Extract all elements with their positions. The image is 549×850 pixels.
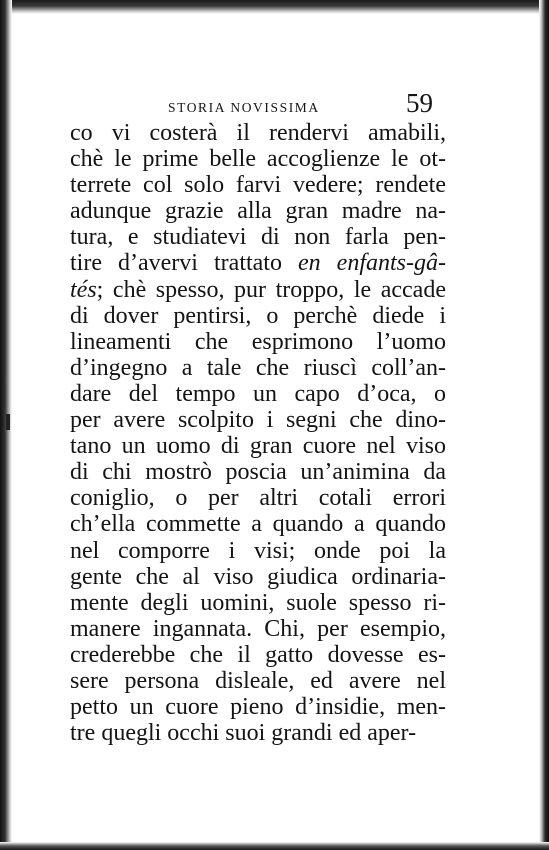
text-line xyxy=(70,120,446,146)
text-line xyxy=(70,407,446,433)
text-segment: di dover pentirsi, o perchè diede i xyxy=(70,302,446,329)
text-segment: manere ingannata. Chi, per esempio, xyxy=(70,615,446,642)
text-segment: tre quegli occhi suoi grandi ed aper- xyxy=(70,720,417,747)
text-segment: di chi mostrò poscia un’animina da xyxy=(70,459,446,486)
text-line xyxy=(70,616,446,642)
text-line xyxy=(70,355,446,381)
text-segment: tano un uomo di gran cuore nel viso xyxy=(70,433,446,460)
italic-text: tés xyxy=(70,276,97,303)
text-segment: per avere scolpito i segni che dino- xyxy=(70,407,446,434)
text-line xyxy=(70,172,446,198)
text-line xyxy=(70,694,446,720)
margin-mark xyxy=(6,414,10,430)
text-segment: terrete col solo farvi vedere; rendete xyxy=(70,172,446,199)
text-segment: coniglio, o per altri cotali errori xyxy=(70,485,446,512)
italic-text: en enfants-gâ- xyxy=(298,250,446,277)
text-line xyxy=(70,146,446,172)
text-segment: mente degli uomini, suole spesso ri- xyxy=(70,589,446,616)
text-line xyxy=(70,303,446,329)
text-line xyxy=(70,224,446,250)
text-line xyxy=(70,459,446,485)
text-segment: dare del tempo un capo d’oca, o xyxy=(70,380,446,407)
text-line xyxy=(70,485,446,511)
scan-border-bottom xyxy=(0,842,549,850)
text-line xyxy=(70,329,446,355)
text-line xyxy=(70,538,446,564)
text-segment: petto un cuore pieno d’insidie, men- xyxy=(70,694,446,721)
text-line xyxy=(70,564,446,590)
text-segment: d’ingegno a tale che riuscì coll’an- xyxy=(70,354,446,381)
scan-border-right xyxy=(539,0,549,850)
text-segment: ; chè spesso, pur troppo, le accade xyxy=(96,276,446,303)
text-line xyxy=(70,250,446,276)
text-line xyxy=(70,642,446,668)
text-segment: lineamenti che esprimono l’uomo xyxy=(70,328,446,355)
text-line xyxy=(70,668,446,694)
text-segment: gente che al viso giudica ordinaria- xyxy=(70,563,446,590)
text-line xyxy=(70,720,446,746)
text-segment: ch’ella commette a quando a quando xyxy=(70,511,446,538)
scan-border-top xyxy=(0,0,549,14)
text-segment: chè le prime belle accoglienze le ot- xyxy=(70,146,446,173)
text-segment: co vi costerà il rendervi amabili, xyxy=(70,120,446,146)
text-line xyxy=(70,590,446,616)
text-line xyxy=(70,511,446,537)
text-segment: tire d’avervi trattato xyxy=(70,250,298,277)
text-line xyxy=(70,433,446,459)
text-segment: nel comporre i visi; onde poi la xyxy=(70,537,446,564)
text-line xyxy=(70,198,446,224)
text-segment: adunque grazie alla gran madre na- xyxy=(70,198,446,225)
body-text xyxy=(70,120,446,746)
running-head: STORIA NOVISSIMA xyxy=(168,100,320,115)
text-line xyxy=(70,277,446,303)
page-number: 59 xyxy=(406,88,433,118)
text-segment: tura, e studiatevi di non farla pen- xyxy=(70,224,446,251)
text-segment: sere persona disleale, ed avere nel xyxy=(70,667,446,694)
text-line xyxy=(70,381,446,407)
text-segment: crederebbe che il gatto dovesse es- xyxy=(70,641,446,668)
